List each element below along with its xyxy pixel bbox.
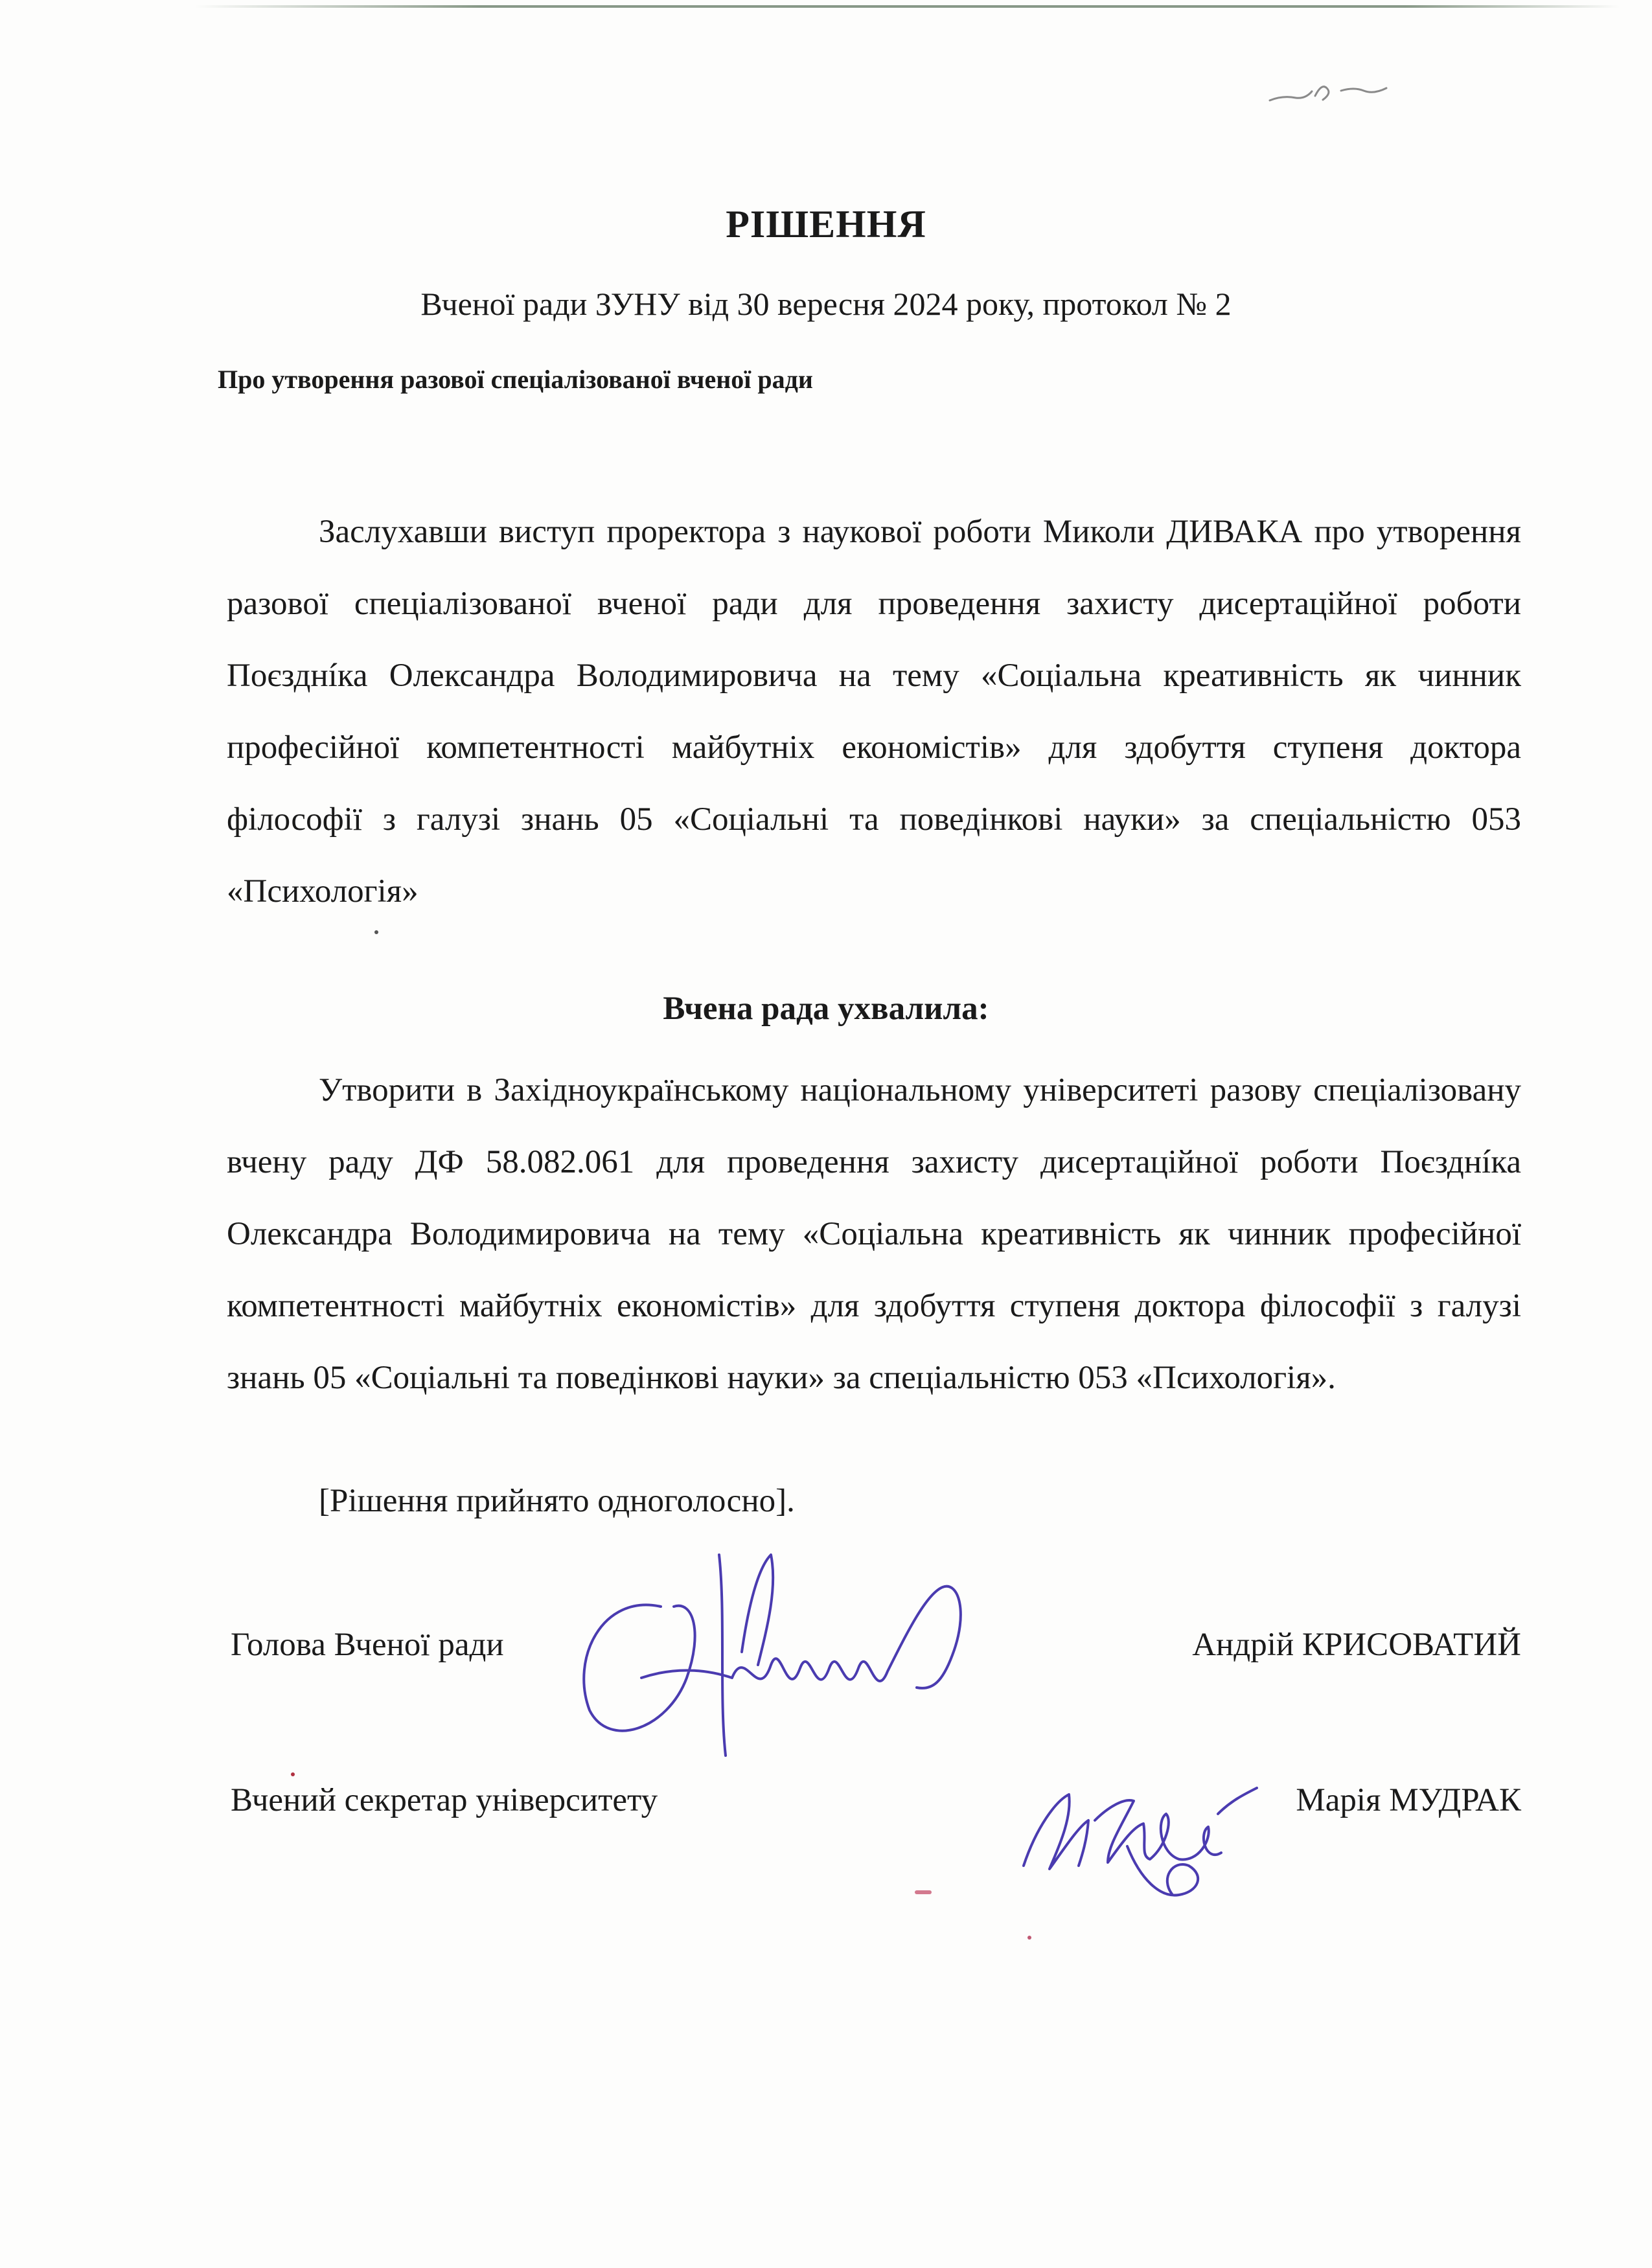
ink-speck	[915, 1890, 932, 1894]
document-subtitle: Вченої ради ЗУНУ від 30 вересня 2024 року, протокол № 2	[420, 286, 1232, 322]
secretary-name: Марія МУДРАК	[1296, 1782, 1521, 1818]
pencil-mark	[1263, 65, 1419, 117]
vote-note: [Рішення прийнято одноголосно].	[319, 1483, 795, 1519]
ink-speck	[374, 930, 378, 934]
document-subject: Про утворення разової спеціалізованої вченої ради	[218, 365, 813, 394]
ink-speck	[291, 1772, 295, 1776]
document-title: РІШЕННЯ	[726, 203, 926, 246]
resolution-paragraph: Утворити в Західноукраїнському національному університеті разову спеціалізовану вчену раду ДФ 58.082.061 для проведення захисту дисертаційної роботи Поєзднíка Олександра Володимировича на тему «Соціальна креативність як чинник професійної компетентності майбутніх економістів» для здобуття ступеня доктора філософії з галузі знань 05 «Соціальні та поведінкові науки» за спеціальністю 053 «Психологія».	[227, 1072, 1521, 1396]
chair-role: Голова Вченої ради	[231, 1627, 504, 1663]
resolved-heading: Вчена рада ухвалила:	[663, 991, 989, 1027]
chair-signature	[564, 1516, 1004, 1762]
chair-name: Андрій КРИСОВАТИЙ	[1192, 1627, 1521, 1663]
ink-speck	[1027, 1936, 1031, 1940]
scan-top-edge	[194, 5, 1620, 8]
preamble-paragraph: Заслухавши виступ проректора з наукової роботи Миколи ДИВАКА про утворення разової спеціалізованої вченої ради для проведення захисту дисертаційної роботи Поєзднíка Олександра Володимировича на тему «Соціальна креативність як чинник професійної компетентності майбутніх економістів» для здобуття ступеня доктора філософії з галузі знань 05 «Соціальні та поведінкові науки» за спеціальністю 053 «Психологія»	[227, 514, 1521, 910]
secretary-role: Вчений секретар університету	[231, 1782, 658, 1818]
secretary-signature	[1011, 1749, 1283, 1918]
